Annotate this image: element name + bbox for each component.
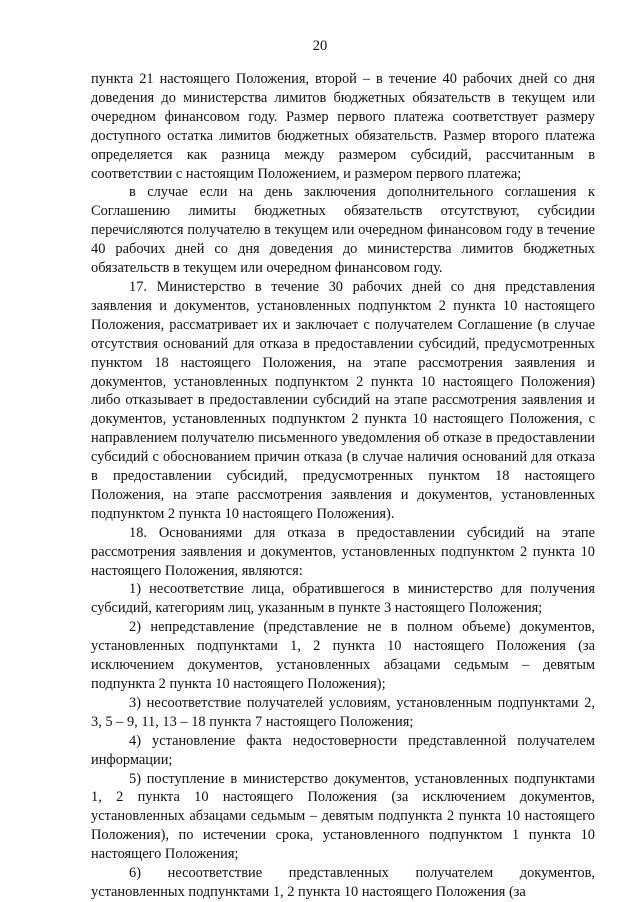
paragraph-item-17: 17. Министерство в течение 30 рабочих дней со дня представления заявления и документов, установленных подпунктом 2 пункта 10 настоящего Положения, рассматривает их и заключает с получателем Соглашение (в случае отсутствия оснований для отказа в предоставлении субсидий, предусмотренных пунктом 18 настоящего Положения, на этапе рассмотрения заявления и документов, установленных подпунктом 2 пункта 10 настоящего Положения) либо отказывает в предоставлении субсидий на этапе рассмотрения заявления и документов, установленных подпунктом 2 пункта 10 настоящего Положения, с направлением получателю письменного уведомления об отказе в предоставлении субсидий с обоснованием причин отказа (в случае наличия оснований для отказа в предоставлении субсидий, предусмотренных пунктом 18 настоящего Положения, на этапе рассмотрения заявления и документов, установленных подпунктом 2 пункта 10 настоящего Положения). [91,278,595,522]
paragraph-limits-absent: в случае если на день заключения дополнительного соглашения к Соглашению лимиты бюджетных обязательств отсутствуют, субсидии перечисляются получателю в текущем или очередном финансовом году в течение 40 рабочих дней со дня доведения до министерства лимитов бюджетных обязательств в текущем или очередном финансовом году. [91,184,595,277]
paragraph-item-18: 18. Основаниями для отказа в предоставлении субсидий на этапе рассмотрения заявления и документов, установленных подпунктом 2 пункта 10 настоящего Положения, являются: [91,524,595,579]
list-item-6: 6) несоответствие представленных получателем документов, установленных подпунктами 1, 2 пункта 10 настоящего Положения (за [91,865,595,900]
page-number: 20 [312,38,328,54]
list-item-3: 3) несоответствие получателей условиям, установленным подпунктами 2, 3, 5 – 9, 11, 13 – 18 пункта 7 настоящего Положения; [91,694,595,730]
paragraph-continuation: пункта 21 настоящего Положения, второй – в течение 40 рабочих дней со дня доведения до министерства лимитов бюджетных обязательств в текущем или очередном финансовом году. Размер первого платежа соответствует размеру доступного остатка лимитов бюджетных обязательств. Размер второго платежа определяется как разница между размером субсидий, рассчитанным в соответствии с настоящим Положением, и размером первого платежа; [91,71,595,182]
list-item-1: 1) несоответствие лица, обратившегося в министерство для получения субсидий, категориям лиц, указанным в пункте 3 настоящего Положения; [91,581,595,617]
document-body [91,70,595,902]
list-item-5: 5) поступление в министерство документов, установленных подпунктами 1, 2 пункта 10 настоящего Положения (за исключением документов, установленных абзацами седьмым – девятым подпункта 2 пункта 10 настоящего Положения), по истечении срока, установленного подпунктом 1 пункта 10 настоящего Положения; [91,770,595,863]
list-item-2: 2) непредставление (представление не в полном объеме) документов, установленных подпунктами 1, 2 пункта 10 настоящего Положения (за исключением документов, установленных абзацами седьмым – девятым подпункта 2 пункта 10 настоящего Положения); [91,619,595,692]
list-item-4: 4) установление факта недостоверности представленной получателем информации; [91,732,595,768]
